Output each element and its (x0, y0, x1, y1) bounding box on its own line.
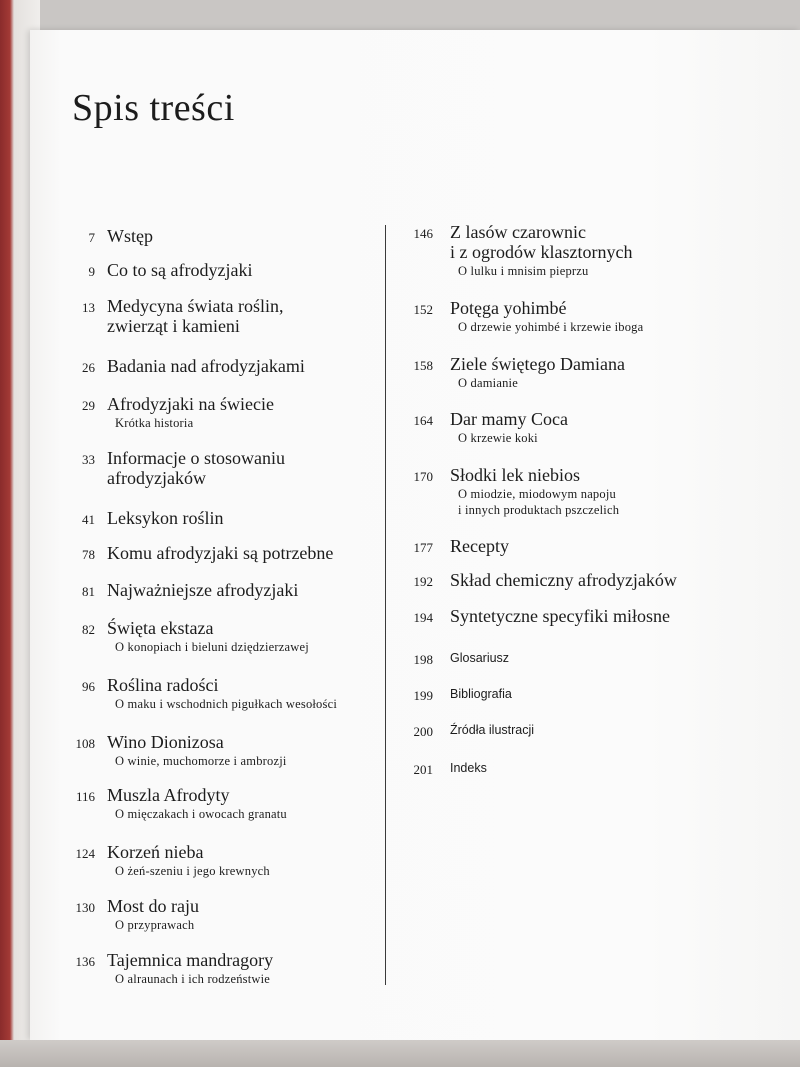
toc-entry-title: Wino Dionizosa (107, 732, 224, 752)
toc-entry-subtitle: O mięczakach i owocach granatu (115, 807, 287, 821)
toc-entry-title: Muszla Afrodyty (107, 785, 230, 805)
toc-page-number: 201 (413, 762, 433, 777)
toc-entry-title: afrodyzjaków (107, 468, 206, 488)
column-divider (385, 225, 386, 985)
toc-page-number: 81 (82, 584, 95, 599)
toc-page-number: 82 (82, 622, 95, 637)
toc-entry-title: Leksykon roślin (107, 508, 224, 528)
toc-entry-title: Źródła ilustracji (450, 723, 535, 737)
toc-page-number: 26 (82, 360, 95, 375)
toc-entry-title: Święta ekstaza (107, 618, 214, 638)
toc-entry-title: i z ogrodów klasztornych (450, 242, 633, 262)
toc-page-number: 152 (413, 302, 433, 317)
page-title: Spis treści (72, 87, 235, 129)
toc-page-number: 29 (82, 398, 95, 413)
toc-entry-title: Medycyna świata roślin, (107, 296, 284, 316)
toc-page-number: 33 (82, 452, 95, 467)
toc-page-number: 164 (413, 413, 433, 428)
toc-page-number: 116 (75, 789, 95, 804)
toc-entry-subtitle: O damianie (458, 376, 518, 390)
toc-page-number: 96 (82, 679, 95, 694)
toc-entry-title: Najważniejsze afrodyzjaki (107, 580, 299, 600)
toc-entry-title: Roślina radości (107, 675, 219, 695)
toc-entry-title: Skład chemiczny afrodyzjaków (450, 570, 677, 590)
toc-entry-title: Co to są afrodyzjaki (107, 260, 253, 280)
toc-page-number: 41 (82, 512, 95, 527)
toc-entry-title: Informacje o stosowaniu (107, 448, 285, 468)
toc-entry-subtitle: O konopiach i bieluni dziędzierzawej (115, 640, 309, 654)
toc-entry-title: Ziele świętego Damiana (450, 354, 625, 374)
toc-page-number: 192 (413, 574, 433, 589)
toc-page-number: 158 (413, 358, 433, 373)
page-bottom-edge (0, 1040, 800, 1067)
toc-entry-title: Komu afrodyzjaki są potrzebne (107, 543, 334, 563)
toc-entry-subtitle: O miodzie, miodowym napoju (458, 487, 616, 501)
toc-entry-subtitle: O drzewie yohimbé i krzewie iboga (458, 320, 644, 334)
toc-page-number: 170 (413, 469, 433, 484)
toc-entry-subtitle: O lulku i mnisim pieprzu (458, 264, 589, 278)
toc-page-number: 177 (413, 540, 433, 555)
toc-entry-subtitle: O winie, muchomorze i ambrozji (115, 754, 287, 768)
toc-page-number: 198 (413, 652, 433, 667)
toc-entry-title: Tajemnica mandragory (107, 950, 274, 970)
toc-entry-title: Z lasów czarownic (450, 222, 586, 242)
toc-entry-title: Afrodyzjaki na świecie (107, 394, 274, 414)
toc-entry-title: Dar mamy Coca (450, 409, 568, 429)
toc-page-number: 78 (82, 547, 95, 562)
toc-entry-title: Słodki lek niebios (450, 465, 580, 485)
toc-entry-subtitle: O maku i wschodnich pigułkach wesołości (115, 697, 337, 711)
toc-page-number: 7 (88, 230, 95, 245)
toc-page-number: 199 (413, 688, 433, 703)
toc-entry-title: Most do raju (107, 896, 199, 916)
toc-page-number: 146 (413, 226, 433, 241)
toc-page-number: 130 (75, 900, 95, 915)
toc-entry-title: Glosariusz (450, 651, 510, 665)
toc-entry-title: zwierząt i kamieni (107, 316, 240, 336)
toc-page-number: 9 (88, 264, 95, 279)
toc-page-number: 136 (75, 954, 95, 969)
toc-entry-title: Recepty (450, 536, 509, 556)
toc-page-number: 124 (75, 846, 95, 861)
toc-page-number: 200 (413, 724, 433, 739)
toc-entry-subtitle: i innych produktach pszczelich (458, 503, 620, 517)
toc-entry-title: Potęga yohimbé (450, 298, 567, 318)
toc-page-number: 108 (75, 736, 95, 751)
toc-entry-title: Wstęp (107, 226, 153, 246)
toc-entry-subtitle: Krótka historia (115, 416, 194, 430)
toc-entry-title: Indeks (450, 761, 487, 775)
toc-page-number: 13 (82, 300, 95, 315)
toc-entry-title: Syntetyczne specyfiki miłosne (450, 606, 670, 626)
toc-entry-subtitle: O alraunach i ich rodzeństwie (115, 972, 271, 986)
toc-page-number: 194 (413, 610, 433, 625)
toc-entry-subtitle: O przyprawach (115, 918, 195, 932)
toc-entry-subtitle: O krzewie koki (458, 431, 538, 445)
toc-entry-subtitle: O żeń-szeniu i jego krewnych (115, 864, 270, 878)
book-page (30, 30, 800, 1040)
toc-entry-title: Bibliografia (450, 687, 512, 701)
toc-entry-title: Badania nad afrodyzjakami (107, 356, 305, 376)
toc-entry-title: Korzeń nieba (107, 842, 204, 862)
